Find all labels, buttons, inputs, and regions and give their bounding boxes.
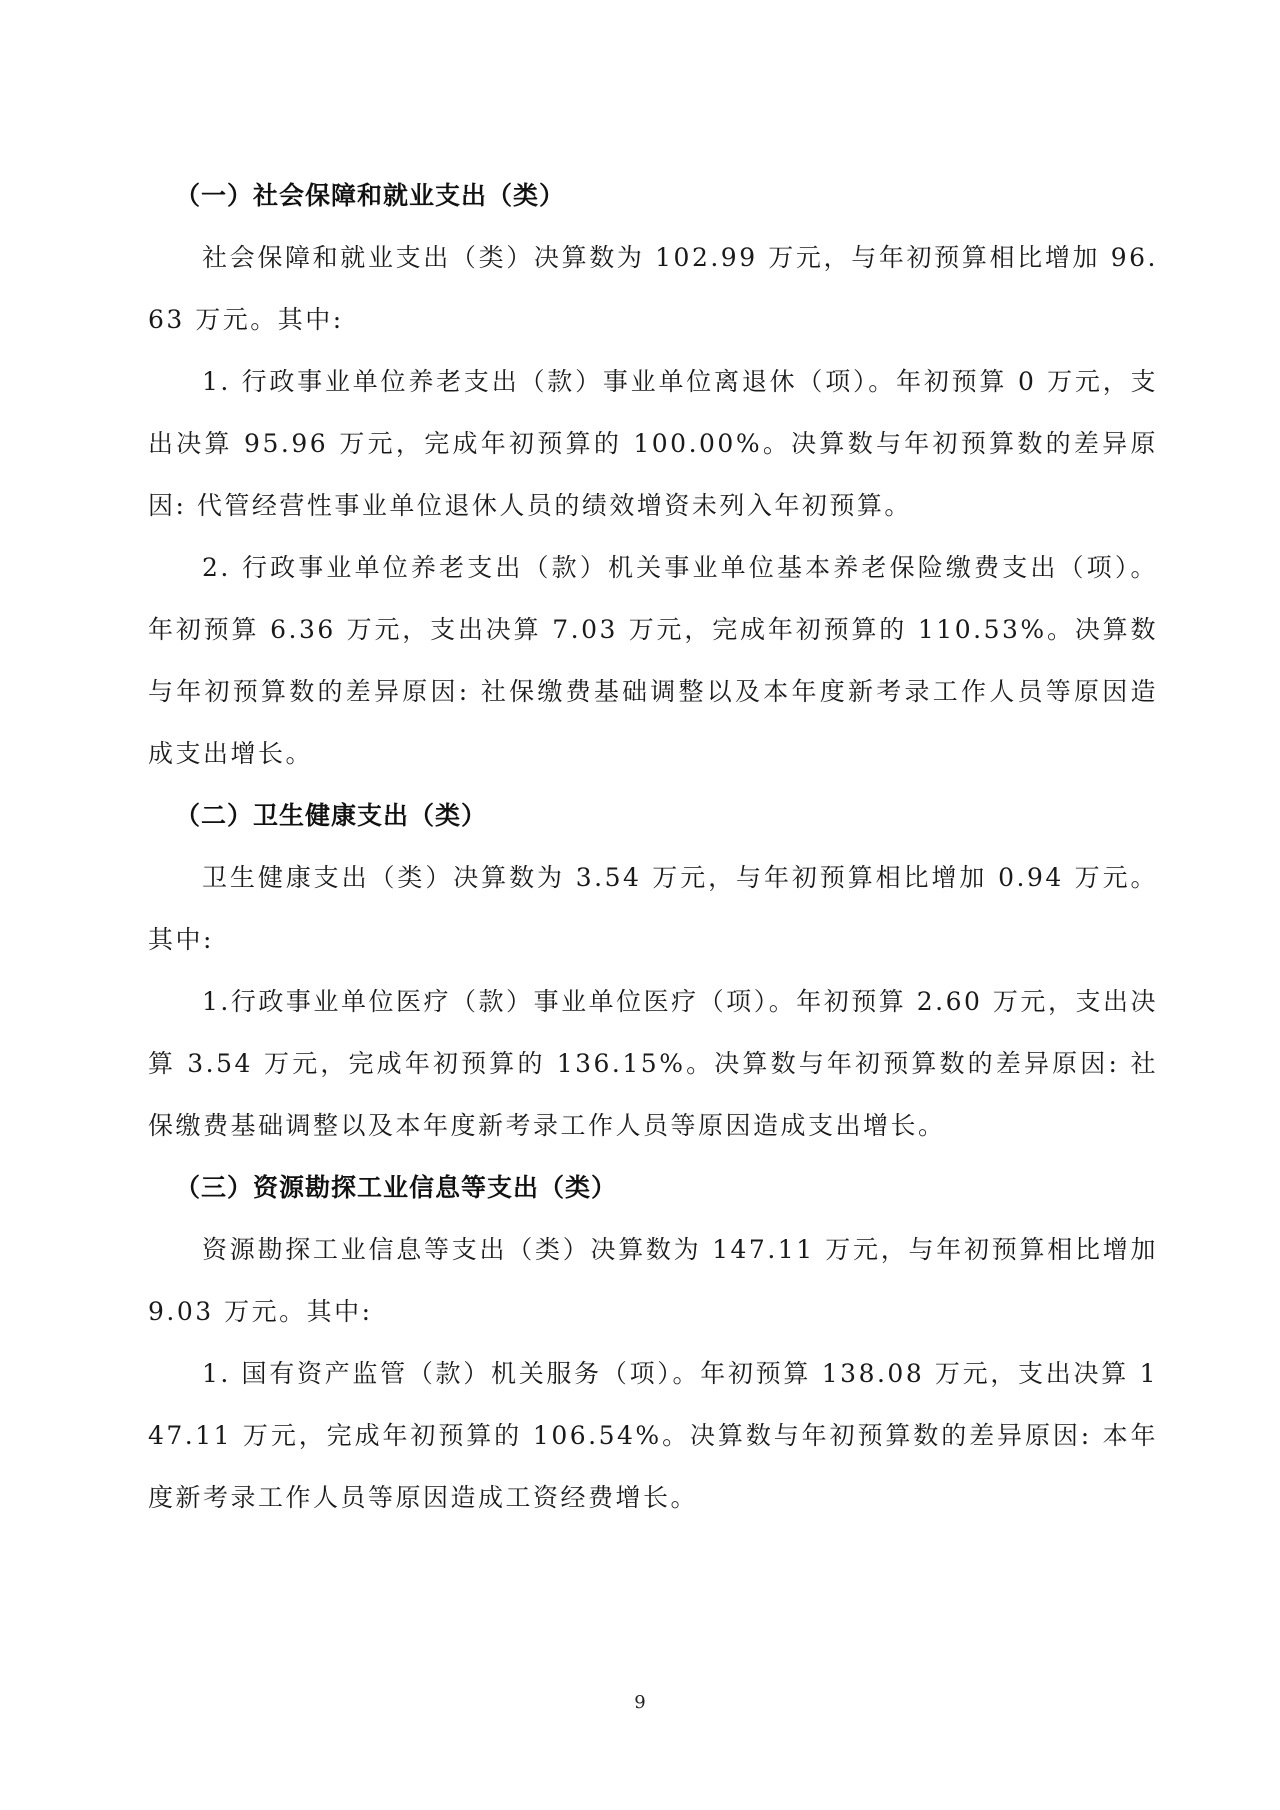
document-body — [148, 165, 1158, 1529]
section-heading-resources-industry: （三）资源勘探工业信息等支出（类） — [175, 1173, 618, 1202]
section-heading-health: （二）卫生健康支出（类） — [175, 801, 488, 830]
paragraph-asset-supervision-item: 1. 国有资产监管（款）机关服务（项）。年初预算 138.08 万元，支出决算 147.11 万元，完成年初预算的 106.54%。决算数与年初预算数的差异原因: 本年度新考录工作人员等原因造成工资经费增长。 — [148, 1359, 1158, 1512]
paragraph-medical-item: 1.行政事业单位医疗（款）事业单位医疗（项）。年初预算 2.60 万元，支出决算 3.54 万元，完成年初预算的 136.15%。决算数与年初预算数的差异原因: 社保缴费基础调整以及本年度新考录工作人员等原因造成支出增长。 — [148, 987, 1158, 1140]
section-heading-social-security: （一）社会保障和就业支出（类） — [175, 181, 566, 210]
paragraph-pension-insurance-item: 2. 行政事业单位养老支出（款）机关事业单位基本养老保险缴费支出（项）。年初预算 6.36 万元，支出决算 7.03 万元，完成年初预算的 110.53%。决算数与年初预算数的差异原因: 社保缴费基础调整以及本年度新考录工作人员等原因造成支出增长。 — [148, 553, 1158, 768]
paragraph-resources-summary: 资源勘探工业信息等支出（类）决算数为 147.11 万元，与年初预算相比增加 9.03 万元。其中: — [148, 1235, 1158, 1326]
page-number: 9 — [634, 1692, 646, 1713]
paragraph-social-security-summary: 社会保障和就业支出（类）决算数为 102.99 万元，与年初预算相比增加 96.63 万元。其中: — [148, 243, 1158, 334]
paragraph-health-summary: 卫生健康支出（类）决算数为 3.54 万元，与年初预算相比增加 0.94 万元。其中: — [148, 863, 1158, 954]
paragraph-retirement-item: 1. 行政事业单位养老支出（款）事业单位离退休（项）。年初预算 0 万元，支出决算 95.96 万元，完成年初预算的 100.00%。决算数与年初预算数的差异原因: 代管经营性事业单位退休人员的绩效增资未列入年初预算。 — [148, 367, 1158, 520]
